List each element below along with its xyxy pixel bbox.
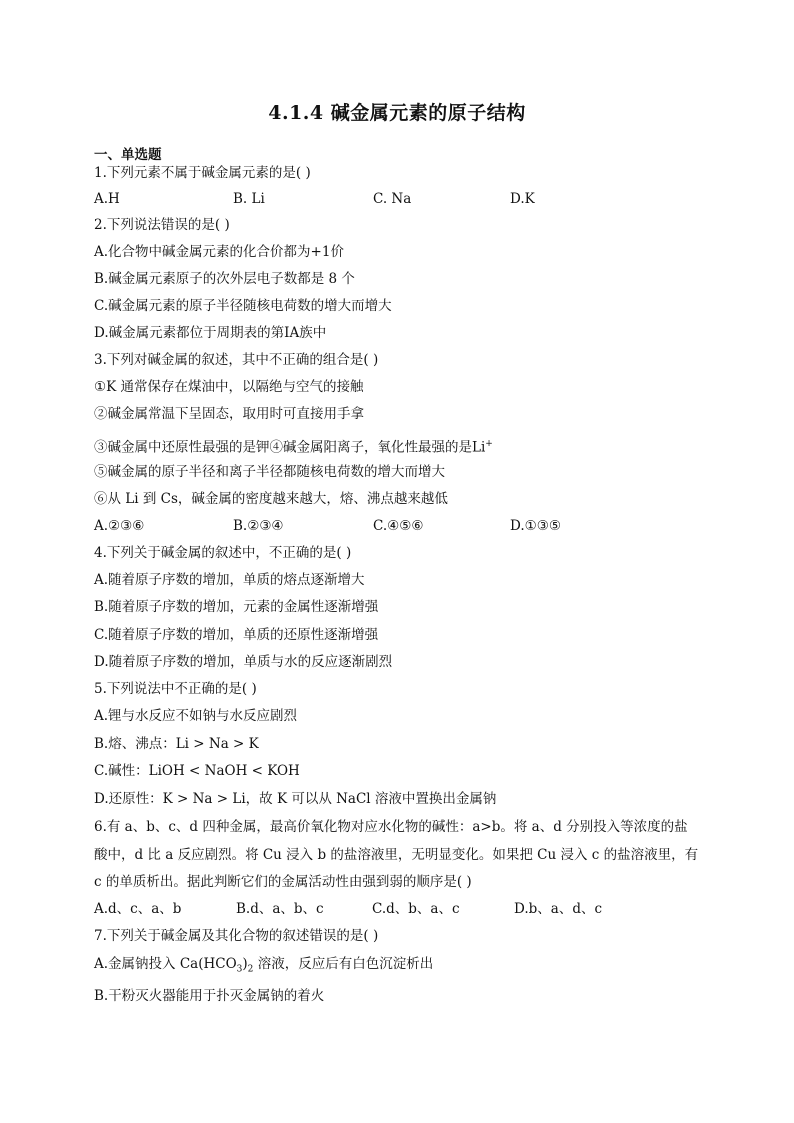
q7-option-a-rest: 溶液，反应后有白色沉淀析出 bbox=[253, 956, 434, 972]
q5-option-b: B.熔、沸点：Li > Na > K bbox=[94, 736, 259, 752]
question-4-stem: 4.下列关于碱金属的叙述中，不正确的是( ) bbox=[94, 545, 352, 561]
q7-option-b: B.干粉灭火器能用于扑灭金属钠的着火 bbox=[94, 988, 325, 1004]
q5-option-a: A.锂与水反应不如钠与水反应剧烈 bbox=[94, 708, 298, 724]
question-6-line-3: c 的单质析出。据此判断它们的金属活动性由强到弱的顺序是( ) bbox=[94, 874, 472, 890]
q6-option-c: C.d、b、a、c bbox=[372, 901, 460, 917]
q3-statement-6: ⑥从 Li 到 Cs，碱金属的密度越来越大，熔、沸点越来越低 bbox=[94, 491, 448, 507]
q3-statement-2: ②碱金属常温下呈固态，取用时可直接用手拿 bbox=[94, 406, 364, 422]
q5-option-d: D.还原性：K > Na > Li，故 K 可以从 NaCl 溶液中置换出金属钠 bbox=[94, 791, 497, 807]
q6-option-b: B.d、a、b、c bbox=[236, 901, 324, 917]
q3-statement-3-4 bbox=[94, 435, 493, 457]
q3-option-c: C.④⑤⑥ bbox=[373, 518, 424, 534]
q7-subscript-2: 2 bbox=[247, 964, 254, 975]
q1-option-d: D.K bbox=[510, 191, 535, 207]
q3-option-b: B.②③④ bbox=[233, 518, 284, 534]
q3-option-a: A.②③⑥ bbox=[94, 518, 145, 534]
question-1-stem: 1.下列元素不属于碱金属元素的是( ) bbox=[94, 165, 311, 181]
document-title: 4.1.4 碱金属元素的原子结构 bbox=[268, 102, 526, 124]
q4-option-d: D.随着原子序数的增加，单质与水的反应逐渐剧烈 bbox=[94, 654, 393, 670]
q5-option-c: C.碱性：LiOH < NaOH < KOH bbox=[94, 763, 300, 779]
q4-option-c: C.随着原子序数的增加，单质的还原性逐渐增强 bbox=[94, 627, 379, 643]
q3-statement-3-4-text: ③碱金属中还原性最强的是钾④碱金属阳离子，氧化性最强的是Li bbox=[94, 439, 486, 456]
q7-subscript-3: 3 bbox=[236, 964, 243, 975]
q2-option-c: C.碱金属元素的原子半径随核电荷数的增大而增大 bbox=[94, 298, 392, 314]
question-3-stem: 3.下列对碱金属的叙述，其中不正确的组合是( ) bbox=[94, 352, 379, 368]
q2-option-b: B.碱金属元素原子的次外层电子数都是 8 个 bbox=[94, 271, 355, 287]
question-7-stem: 7.下列关于碱金属及其化合物的叙述错误的是( ) bbox=[94, 928, 379, 944]
q7-option-a-text: A.金属钠投入 Ca(HCO bbox=[94, 956, 237, 972]
question-2-stem: 2.下列说法错误的是( ) bbox=[94, 217, 230, 233]
q2-option-a: A.化合物中碱金属元素的化合价都为+1价 bbox=[94, 244, 344, 260]
q7-option-a bbox=[94, 955, 433, 979]
q3-charge-superscript: + bbox=[485, 439, 493, 449]
q1-option-b: B. Li bbox=[233, 191, 265, 207]
q3-statement-1: ①K 通常保存在煤油中，以隔绝与空气的接触 bbox=[94, 379, 364, 395]
q4-option-a: A.随着原子序数的增加，单质的熔点逐渐增大 bbox=[94, 572, 365, 588]
question-6-line-1: 6.有 a、b、c、d 四种金属，最高价氧化物对应水化物的碱性：a>b。将 a、d 分别投入等浓度的盐 bbox=[94, 819, 688, 835]
q3-statement-5: ⑤碱金属的原子半径和离子半径都随核电荷数的增大而增大 bbox=[94, 464, 445, 480]
section-heading: 一、单选题 bbox=[94, 147, 162, 163]
q7-option-a-paren: ) bbox=[242, 956, 248, 972]
q4-option-b: B.随着原子序数的增加，元素的金属性逐渐增强 bbox=[94, 599, 379, 615]
question-6-line-2: 酸中，d 比 a 反应剧烈。将 Cu 浸入 b 的盐溶液里，无明显变化。如果把 Cu 浸入 c 的盐溶液里，有 bbox=[94, 847, 699, 863]
q3-option-d: D.①③⑤ bbox=[510, 518, 561, 534]
q1-option-a: A.H bbox=[94, 191, 120, 207]
q6-option-d: D.b、a、d、c bbox=[514, 901, 603, 917]
q2-option-d: D.碱金属元素都位于周期表的第ⅠA族中 bbox=[94, 325, 327, 341]
q1-option-c: C. Na bbox=[373, 191, 412, 207]
q6-option-a: A.d、c、a、b bbox=[94, 901, 182, 917]
question-5-stem: 5.下列说法中不正确的是( ) bbox=[94, 681, 257, 697]
